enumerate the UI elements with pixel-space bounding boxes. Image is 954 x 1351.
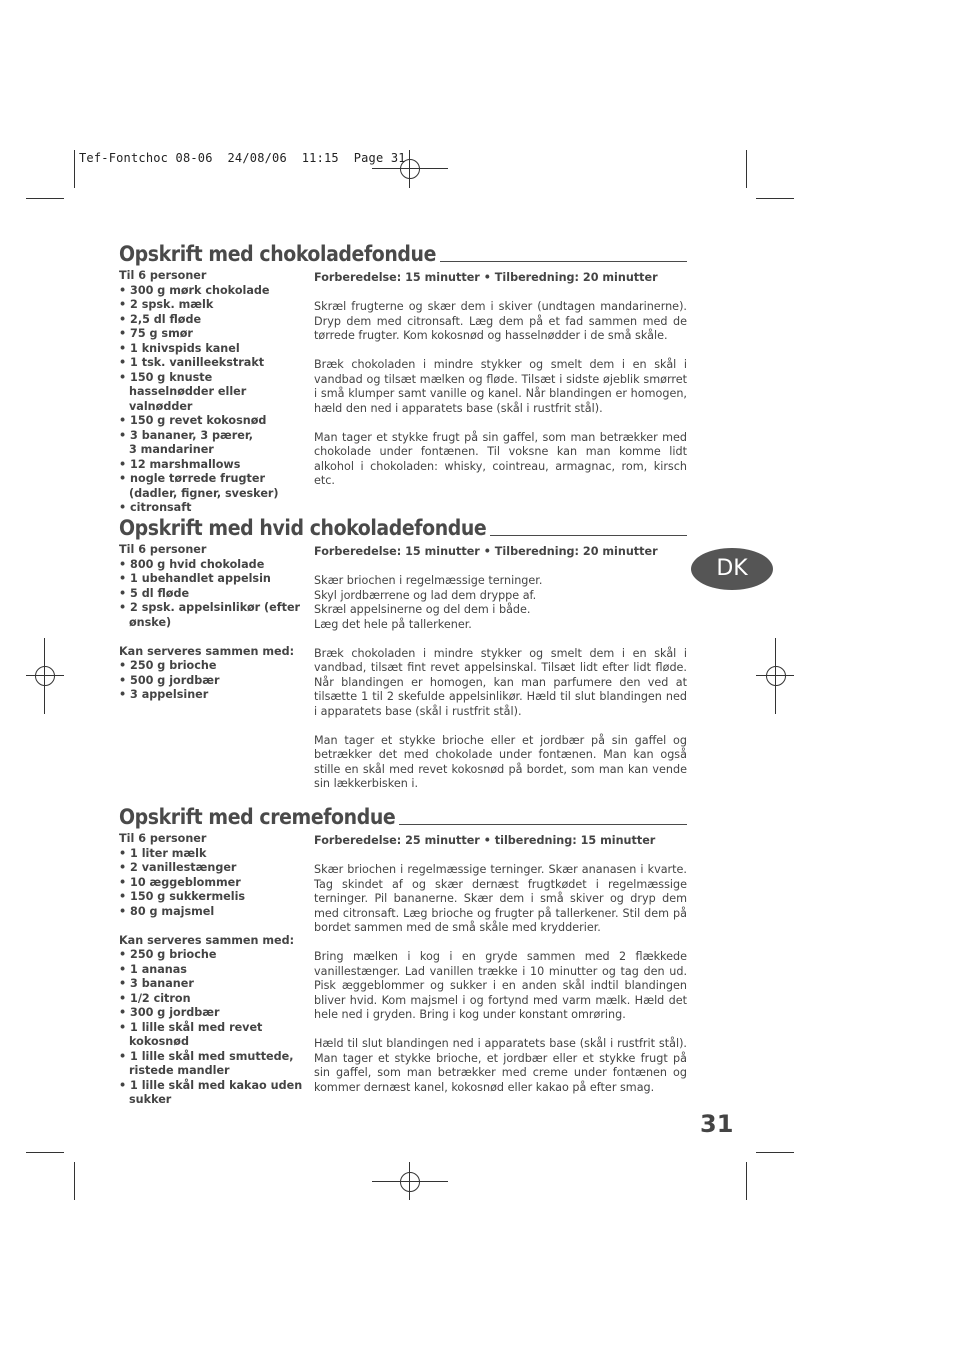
crop-mark: [756, 1152, 794, 1153]
ingredient-item: • 1 ananas: [119, 962, 187, 976]
serving-info: Til 6 personer: [119, 269, 207, 282]
instructions: [314, 271, 687, 503]
instruction-paragraph: Hæld til slut blandingen ned i apparatets base (skål i rustfrit stål). Man tager et stykke brioche, et jordbær eller et stykke frugt på sin gaffel, som man betrækker med creme under fontænen og kommer dernæst kanel, kokosnød eller kakao på efter smag.: [314, 1037, 687, 1094]
ingredient-item: • 1 ubehandlet appelsin: [119, 572, 271, 585]
ingredient-item: • 250 g brioche: [119, 948, 217, 961]
ingredient-item: • 5 dl fløde: [119, 586, 190, 600]
serving-info: Til 6 personer: [119, 832, 207, 845]
prep-time: Forberedelse: 15 minutter • Tilberedning: 20 minutter: [314, 271, 658, 284]
serve-with-heading: Kan serveres sammen med:: [119, 644, 295, 658]
ingredient-item: • 1 tsk. vanilleekstrakt: [119, 356, 265, 369]
recipe-title: Opskrift med chokoladefondue: [119, 242, 437, 266]
ingredient-item: • 3 bananer: [119, 977, 194, 990]
page-number: 31: [700, 1110, 734, 1138]
spacer: [119, 919, 309, 934]
prep-time: Forberedelse: 15 minutter • Tilberedning: 20 minutter: [314, 545, 658, 558]
crop-mark: [26, 198, 64, 199]
ingredient-item: • 1/2 citron: [119, 991, 191, 1005]
crop-mark: [74, 150, 75, 188]
ingredient-item: • 800 g hvid chokolade: [119, 557, 265, 571]
recipe-title: Opskrift med cremefondue: [119, 805, 396, 829]
ingredient-item: • 150 g knuste hasselnødder eller valnødder: [119, 370, 247, 413]
crop-mark: [756, 198, 794, 199]
ingredient-item: • 1 lille skål med smuttede, ristede mandler: [119, 1049, 294, 1077]
crop-mark: [746, 1162, 747, 1200]
instruction-paragraph: Man tager et stykke brioche eller et jordbær på sin gaffel og betrækker det med chokolade under fontænen. Man kan også stille en skål med revet kokosnød på bordet, som man kan vende sin lækkerbisken i.: [314, 733, 687, 790]
recipe-title: Opskrift med hvid chokoladefondue: [119, 516, 487, 540]
ingredient-list: [119, 832, 309, 1108]
ingredient-item: • 2 spsk. mælk: [119, 298, 214, 311]
ingredient-item: • 2 vanillestænger: [119, 861, 237, 874]
instruction-paragraph: Skær briochen i regelmæssige terninger. Skyl jordbærrene og lad dem dryppe af. Skræl appelsinerne og del dem i både. Læg det hele på tallerkener.: [314, 574, 543, 631]
instructions: [314, 834, 687, 1110]
ingredient-list: [119, 269, 309, 516]
ingredient-item: • 500 g jordbær: [119, 673, 220, 687]
serving-info: Til 6 personer: [119, 543, 207, 556]
instructions: [314, 545, 687, 806]
recipe-cream-fondue: [119, 803, 687, 1106]
title-rule: [399, 824, 687, 825]
ingredient-item: • 250 g brioche: [119, 659, 217, 672]
ingredient-item: • 2,5 dl fløde: [119, 312, 202, 326]
serve-with-heading: Kan serveres sammen med:: [119, 933, 295, 947]
print-slug: Tef-Fontchoc 08-06 24/08/06 11:15 Page 31: [79, 151, 406, 165]
ingredient-item: • 12 marshmallows: [119, 457, 241, 471]
ingredient-item: • citronsaft: [119, 501, 192, 514]
ingredient-item: • nogle tørrede frugter (dadler, figner, svesker): [119, 472, 279, 500]
ingredient-item: • 1 lille skål med kakao uden sukker: [119, 1078, 303, 1106]
recipe-white-chocolate-fondue: [119, 514, 687, 790]
ingredient-item: • 10 æggeblommer: [119, 875, 241, 889]
instruction-paragraph: Man tager et stykke frugt på sin gaffel, som man betrækker med chokolade under fontænen. Til voksne kan man komme lidt alkohol i chokoladen: whisky, cointreau, armagnac, rom, kirsch etc.: [314, 430, 687, 487]
ingredient-item: • 1 lille skål med revet kokosnød: [119, 1020, 263, 1048]
instruction-paragraph: Bring mælken i kog i en gryde sammen med 2 flækkede vanillestænger. Lad vanillen trække i 10 minutter og tag den ud. Pisk æggeblommer og sukker i en anden skål indtil blandingen bliver hvid. Kom majsmel i og fortynd med varm mælk. Hæld det hele ned i gryden. Bring i kog under konstant omrøring.: [314, 950, 687, 1021]
ingredient-item: • 80 g majsmel: [119, 904, 215, 918]
ingredient-item: • 75 g smør: [119, 327, 193, 340]
instruction-paragraph: Bræk chokoladen i mindre stykker og smelt dem i en skål i vandbad og tilsæt mælken og fløde. Tilsæt i sidste øjeblik smørret i små klumper samt vanille og kanel. Når blandingen er homogen, hæld den ned i apparatets base (skål i rustfrit stål).: [314, 358, 687, 415]
ingredient-item: • 3 bananer, 3 pærer, 3 mandariner: [119, 428, 254, 456]
instruction-paragraph: Skær briochen i regelmæssige terninger. Skær ananasen i kvarte. Tag skindet af og skær dernæst frugtkødet i regelmæssige terninger. Pil bananerne. Skær dem i små skiver og dryp dem med citronsaft. Læg brioche og frugter på tallerkener. Stil dem på bordet sammen med de små skåle med krydderier.: [314, 863, 687, 934]
ingredient-item: • 150 g sukkermelis: [119, 890, 246, 903]
instruction-paragraph: Skræl frugterne og skær dem i skiver (undtagen mandarinerne). Dryp dem med citronsaft. Læg dem på et fad sammen med de tørrede frugter. Kom kokosnød og hasselnødder i de små skåle.: [314, 300, 687, 342]
prep-time: Forberedelse: 25 minutter • tilberedning: 15 minutter: [314, 834, 656, 847]
crop-mark: [74, 1162, 75, 1200]
title-rule: [490, 535, 687, 536]
recipe-chocolate-fondue: [119, 240, 687, 514]
crop-mark: [26, 1152, 64, 1153]
ingredient-item: • 300 g mørk chokolade: [119, 283, 270, 297]
ingredient-item: • 2 spsk. appelsinlikør (efter ønske): [119, 601, 301, 629]
ingredient-list: [119, 543, 309, 703]
ingredient-item: • 150 g revet kokosnød: [119, 414, 267, 427]
instruction-paragraph: Bræk chokoladen i mindre stykker og smelt dem i en skål i vandbad, tilsæt fint revet appelsinskal. Tilsæt lidt efter lidt fløde. Når blandingen er homogen, kan man parfumere den ved at tilsætte 1 til 2 skefulde appelsinlikør. Hæld til slut blandingen ned i apparatets base (skål i rustfrit stål).: [314, 646, 687, 718]
language-badge: DK: [691, 548, 773, 590]
ingredient-item: • 300 g jordbær: [119, 1006, 220, 1019]
spacer: [119, 630, 309, 645]
crop-mark: [746, 150, 747, 188]
ingredient-item: • 1 liter mælk: [119, 846, 207, 860]
ingredient-item: • 1 knivspids kanel: [119, 341, 240, 355]
ingredient-item: • 3 appelsiner: [119, 688, 209, 701]
title-rule: [440, 261, 687, 262]
